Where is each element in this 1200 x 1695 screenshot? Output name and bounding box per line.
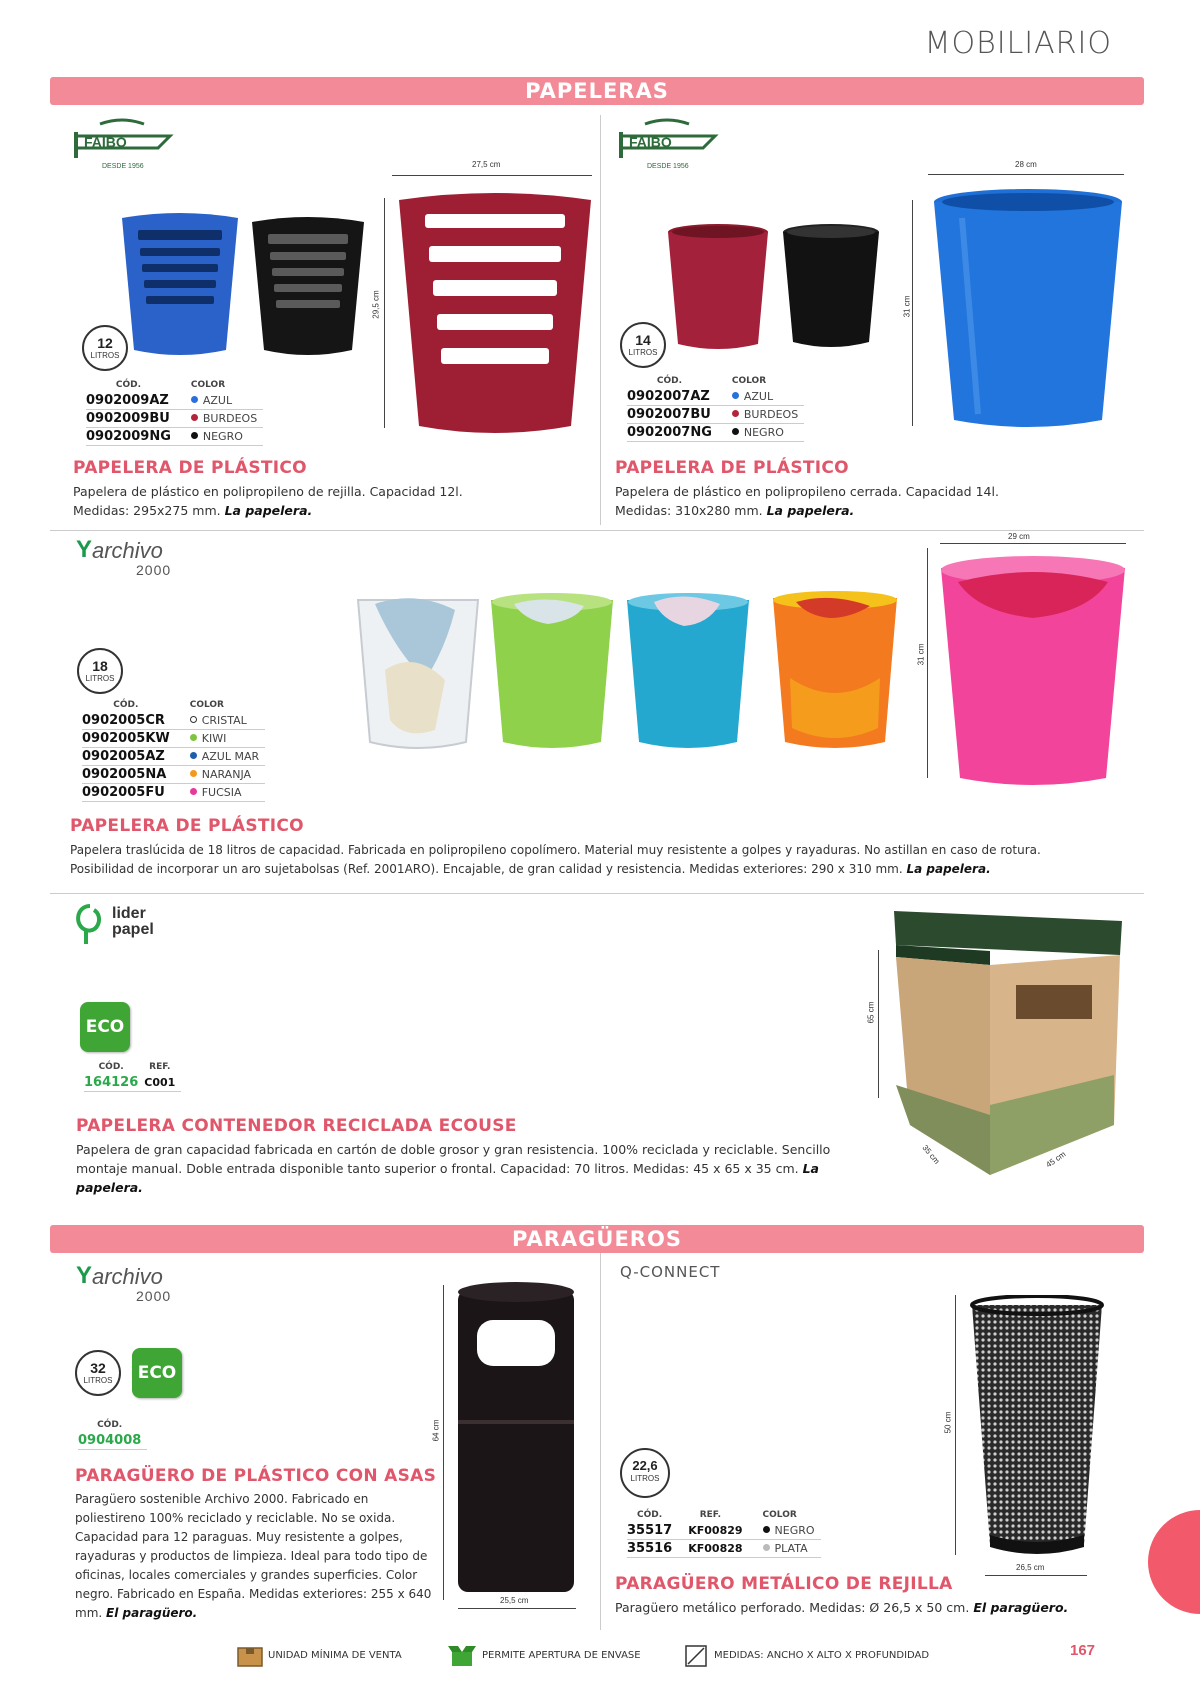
product-title: PARAGÜERO DE PLÁSTICO CON ASAS [75,1466,437,1486]
capacity-badge: 22,6 LITROS [620,1448,670,1498]
color-dot [191,396,198,403]
brand-text: FAIBO [84,134,127,150]
table-row: 0904008 [78,1432,147,1450]
eco-badge: ECO [132,1348,182,1398]
product-image-kiwi-bin [488,590,616,759]
table-row: 0902007NG NEGRO [627,424,804,442]
column-divider [600,1250,601,1630]
capacity-badge: 32 LITROS [75,1350,121,1396]
dimension-line [458,1608,576,1609]
col-code: CÓD. [637,1510,663,1520]
capacity-badge: 12 LITROS [82,325,128,371]
product-code-table [86,380,263,446]
product-image-black-umbrella-stand [455,1280,577,1605]
color-dot [191,414,198,421]
product-title: PAPELERA CONTENEDOR RECICLADA ECOUSE [76,1116,517,1136]
color-dot [763,1544,770,1551]
product-image-burgundy-bin [395,190,595,445]
col-ref: REF. [149,1062,171,1072]
product-code-table [627,376,804,442]
brand-sub: DESDE 1956 [102,163,144,170]
product-image-black-bin [248,214,368,365]
eco-badge: ECO [80,1002,130,1052]
col-code: CÓD. [97,1420,123,1430]
table-row: 0902005NA NARANJA [82,766,265,784]
col-color: COLOR [190,380,226,390]
row-divider [50,530,1144,531]
dimension-height: 29,5 cm [371,290,381,319]
color-dot [763,1526,770,1533]
footer-open-label: PERMITE APERTURA DE ENVASE [482,1650,641,1661]
capacity-badge: 14 LITROS [620,322,666,368]
dimension-line [384,198,385,428]
dimension-line [940,543,1126,544]
color-dot [190,770,197,777]
page-edge-tab [1148,1510,1200,1614]
table-row: 0902005KW KIWI [82,730,265,748]
product-code-table [78,1420,147,1450]
dimension-line [912,200,913,426]
col-ref: REF. [699,1510,722,1520]
product-description: Paragüero sostenible Archivo 2000. Fabricado en poliestireno 100% reciclado y reciclable. No se oxida. Capacidad para 12 paraguas. Muy resistente a golpes, rayaduras y productos de limpieza. Ideal para todo tipo de oficinas, locales comerciales y grandes superficies. Color negro. Fabricado en España. Medidas exteriores: 255 x 640 mm. El paragüero. [75,1492,432,1620]
dimension-height: 31 cm [916,643,926,666]
faibo-logo [615,118,727,185]
dimension-depth: 35 cm [920,1143,942,1166]
table-row: 0902009BU BURDEOS [86,410,263,428]
color-dot [190,734,197,741]
dimension-line [443,1285,444,1600]
color-dot [191,432,198,439]
archivo-2000-logo: Y archivo 2000 [76,1262,172,1304]
product-image-black-closed-bin [780,222,882,357]
product-title: PAPELERA DE PLÁSTICO [73,458,307,478]
product-image-blue-bin [118,210,242,365]
capacity-badge: 18 LITROS [77,648,123,694]
product-image-crystal-bin [355,590,481,759]
product-image-blue-closed-bin [932,188,1124,439]
dimension-height: 31 cm [902,295,912,318]
product-title: PAPELERA DE PLÁSTICO [615,458,849,478]
col-code: CÓD. [113,700,139,710]
color-dot [732,428,739,435]
column-divider [600,115,601,525]
brand-text: archivo [92,1264,163,1289]
product-image-orange-bin [770,588,900,759]
color-dot [732,392,739,399]
brand-text: Q-CONNECT [620,1263,721,1281]
page-number: 167 [1070,1642,1096,1659]
dimension-height: 64 cm [431,1419,441,1442]
brand-sub: DESDE 1956 [647,163,689,170]
open-box-icon [448,1644,476,1673]
product-title: PAPELERA DE PLÁSTICO [70,816,304,836]
table-row: 0902005CR CRISTAL [82,712,265,730]
product-description: Papelera traslúcida de 18 litros de capacidad. Fabricada en polipropileno copolímero. Material muy resistente a golpes y rayaduras. No astillan en caso de rotura. Posibilidad de incorporar un aro sujetabolsas (Ref. 2001ARO). Encajable, de gran calidad y resistencia. Medidas exteriores: 290 x 310 mm. La papelera. [70,843,1041,876]
table-row: 35516 KF00828 PLATA [627,1540,821,1558]
col-code: CÓD. [656,376,683,386]
table-row: 0902007BU BURDEOS [627,406,804,424]
dimension-width: 25,5 cm [500,1596,529,1605]
color-dot [190,788,197,795]
product-description: Papelera de gran capacidad fabricada en cartón de doble grosor y gran resistencia. 100% reciclada y reciclable. Sencillo montaje manual. Doble entrada disponible tanto superior o frontal. Capacidad: 70 litros. Medidas: 45 x 65 x 35 cm. La papelera. [76,1142,831,1195]
dimension-width: 29 cm [1008,532,1030,541]
dimensions-icon [684,1644,708,1673]
brand-text: lider papel [112,905,154,938]
product-code-table [627,1510,821,1558]
table-row: 0902005FU FUCSIA [82,784,265,802]
table-row: 0902005AZ AZUL MAR [82,748,265,766]
brand-text: FAIBO [629,134,672,150]
col-color: COLOR [762,1510,797,1520]
dimension-height: 65 cm [866,1001,876,1024]
table-row: 0902007AZ AZUL [627,388,804,406]
product-description: Paragüero metálico perforado. Medidas: Ø 26,5 x 50 cm. El paragüero. [615,1600,1069,1615]
table-row: 164126 C001 [84,1074,181,1092]
product-image-blue-sea-bin [624,590,752,759]
dimension-line [927,548,928,778]
dimension-width: 26,5 cm [1016,1563,1045,1572]
box-icon [236,1644,264,1673]
section-band-papeleras: PAPELERAS [50,77,1144,105]
color-dot [732,410,739,417]
product-image-mesh-umbrella-stand [968,1295,1106,1570]
col-color: COLOR [731,376,767,386]
dimension-width: 28 cm [1015,160,1037,169]
dimension-line [878,950,879,1098]
dimension-line [392,175,592,176]
brand-sub: 2000 [136,562,172,578]
product-description: Papelera de plástico en polipropileno de rejilla. Capacidad 12l. Medidas: 295x275 mm. La papelera. [73,484,463,518]
color-dot [190,716,197,723]
table-row: 0902009NG NEGRO [86,428,263,446]
footer-unit-label: UNIDAD MÍNIMA DE VENTA [268,1650,402,1661]
archivo-2000-logo: Y archivo 2000 [76,536,172,578]
product-code-table [84,1062,181,1092]
dimension-line [985,1575,1087,1576]
section-band-paragueros: PARAGÜEROS [50,1225,1144,1253]
product-code-table [82,700,265,802]
footer-dims-label: MEDIDAS: ANCHO X ALTO X PROFUNDIDAD [714,1650,930,1661]
product-title: PARAGÜERO METÁLICO DE REJILLA [615,1574,953,1594]
col-code: CÓD. [98,1062,124,1072]
row-divider [50,893,1144,894]
brand-text: archivo [92,538,163,563]
faibo-logo [70,118,182,185]
dimension-line [928,174,1124,175]
dimension-line [955,1295,956,1555]
section-title: MOBILIARIO [924,26,1112,61]
col-code: CÓD. [115,380,142,390]
dimension-height: 50 cm [943,1411,953,1434]
lider-papel-logo [72,902,192,952]
product-image-burgundy-closed-bin [665,222,771,359]
product-image-fuchsia-bin [938,552,1128,797]
q-connect-logo [620,1263,720,1282]
dimension-width: 27,5 cm [472,160,501,169]
product-description: Papelera de plástico en polipropileno cerrada. Capacidad 14l. Medidas: 310x280 mm. La papelera. [615,484,999,518]
color-dot [190,752,197,759]
table-row: 35517 KF00829 NEGRO [627,1522,821,1540]
dimension-width: 45 cm [1044,1149,1068,1170]
col-color: COLOR [189,700,224,710]
table-row: 0902009AZ AZUL [86,392,263,410]
brand-sub: 2000 [136,1288,172,1304]
